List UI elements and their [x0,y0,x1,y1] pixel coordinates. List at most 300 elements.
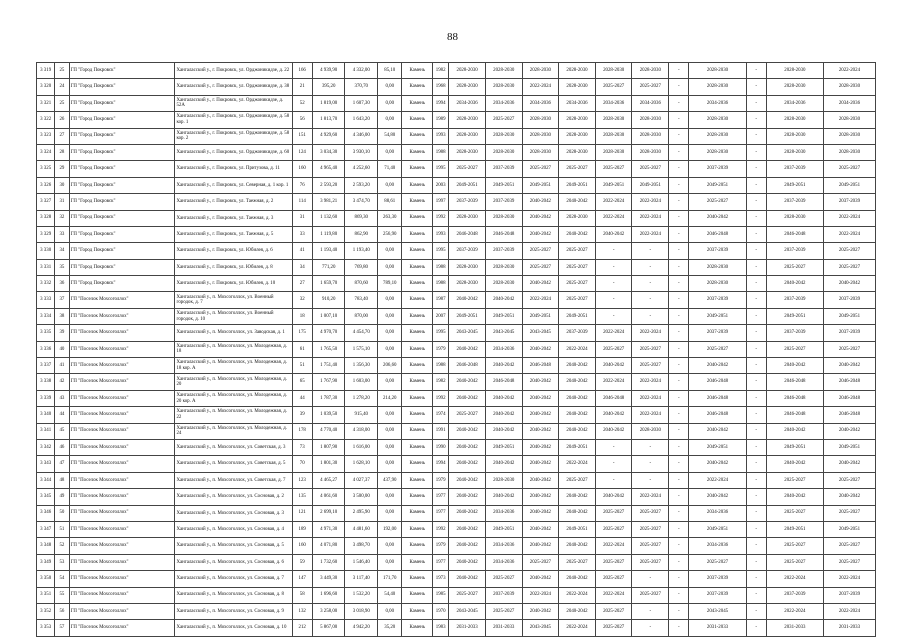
table-cell: 2025-2027 [595,571,632,587]
table-cell: 2049-2051 [689,177,746,193]
table-cell: - [669,358,689,374]
table-cell: 2037-2039 [823,325,875,341]
table-cell: 2049-2051 [766,521,823,537]
table-cell: Хангаласский у., п. Мохсоголлох, ул. Советская, д. 3 [175,439,292,455]
table-cell: 4 318,00 [345,423,378,439]
table-cell: 2028-2030 [689,276,746,292]
table-cell: Камень [402,243,433,259]
table-cell: - [669,79,689,95]
table-cell: 2037-2039 [485,587,522,603]
table-cell: Камень [402,194,433,210]
table-cell: - [746,341,766,357]
table-cell: 39 [292,407,312,423]
table-cell: 2028-2030 [449,128,486,144]
table-cell: - [595,456,632,472]
table-cell: Хангаласский у., п. Мохсоголлох, ул. Сосновая, д. 2 [175,489,292,505]
table-cell: - [746,505,766,521]
table-cell: 59 [292,554,312,570]
table-cell: 2028-2030 [689,128,746,144]
table-cell: 18 [292,308,312,324]
table-cell: 2049-2051 [485,177,522,193]
table-cell: 1 532,20 [345,587,378,603]
table-cell: 2037-2039 [766,292,823,308]
table-cell: 2040-2042 [559,603,596,619]
table-cell: 2049-2051 [823,177,875,193]
table-cell: 1968 [433,79,449,95]
table-cell: 1994 [433,95,449,111]
table-cell: 2040-2042 [449,521,486,537]
table-row [37,423,876,439]
table-cell: 3 500,00 [345,489,378,505]
table-cell: 2031-2033 [485,620,522,636]
table-cell: 2046-2048 [449,358,486,374]
table-cell: 2028-2030 [632,128,669,144]
table-cell: - [746,210,766,226]
table-cell: 24 [55,79,69,95]
table-cell: 2040-2042 [823,456,875,472]
table-cell: 2028-2030 [689,79,746,95]
table-cell: 3 337 [37,358,55,374]
table-cell: 2040-2042 [559,374,596,390]
table-cell: 2037-2039 [449,194,486,210]
table-cell: Хангаласский у., п. Мохсоголлох, ул. Заводская, д. 1 [175,325,292,341]
table-row [37,144,876,160]
table-cell: - [632,620,669,636]
table-cell: 44 [55,407,69,423]
table-row [37,620,876,636]
table-cell: 0,00 [378,259,402,275]
table-cell: - [632,308,669,324]
table-row [37,161,876,177]
table-cell: 2034-2036 [595,95,632,111]
table-cell: - [632,439,669,455]
table-cell: 34 [292,259,312,275]
table-cell: 2022-2024 [823,210,875,226]
table-cell: 2025-2027 [766,554,823,570]
table-cell: 2028-2030 [449,144,486,160]
table-cell: 2025-2027 [766,472,823,488]
table-cell: 0,00 [378,407,402,423]
table-cell: 2049-2051 [766,308,823,324]
table-cell: - [669,226,689,242]
table-cell: 2025-2027 [689,194,746,210]
table-cell: 21 [292,79,312,95]
table-cell: - [746,439,766,455]
table-cell: ГП "Поселок Мохсоголлох" [69,341,175,357]
table-cell: - [669,407,689,423]
table-cell: 862,90 [345,226,378,242]
table-cell: 2028-2030 [485,144,522,160]
table-cell: 2049-2051 [559,521,596,537]
table-cell: - [669,554,689,570]
table-cell: 56 [55,603,69,619]
table-cell: 1 603,00 [345,374,378,390]
table-cell: Камень [402,538,433,554]
table-cell: 2028-2030 [449,79,486,95]
table-cell: 3 474,70 [345,194,378,210]
table-cell: 2040-2042 [823,489,875,505]
table-cell: 1995 [433,325,449,341]
table-cell: 2025-2027 [485,571,522,587]
table-cell: ГП "Город Покровск" [69,194,175,210]
table-cell: 47 [55,456,69,472]
table-cell: 2028-2030 [595,128,632,144]
table-cell: - [746,79,766,95]
table-cell: 2040-2042 [485,489,522,505]
table-cell: 212 [292,620,312,636]
table-cell: 2040-2042 [595,358,632,374]
table-cell: 2040-2042 [766,489,823,505]
table-cell: 1 801,30 [312,456,345,472]
table-cell: Камень [402,63,433,79]
table-cell: 2007 [433,308,449,324]
table-cell: 2040-2042 [449,472,486,488]
table-cell: Камень [402,423,433,439]
table-cell: ГП "Поселок Мохсоголлох" [69,505,175,521]
table-cell: 1 007,10 [312,308,345,324]
table-cell: 135 [292,489,312,505]
table-cell: 4 770,40 [312,423,345,439]
table-cell: - [669,472,689,488]
table-row [37,95,876,111]
table-cell: 2025-2027 [522,243,559,259]
table-cell: - [669,374,689,390]
table-cell: 2043-2045 [485,325,522,341]
table-cell: 50 [55,505,69,521]
table-cell: 51 [292,358,312,374]
table-cell: 114 [292,194,312,210]
table-cell: 2040-2042 [522,341,559,357]
table-cell: 2040-2042 [449,538,486,554]
table-cell: ГП "Поселок Мохсоголлох" [69,538,175,554]
table-cell: 2037-2039 [689,161,746,177]
table-cell: - [669,259,689,275]
table-cell: 263,30 [378,210,402,226]
table-cell: 2028-2030 [485,79,522,95]
table-cell: ГП "Поселок Мохсоголлох" [69,620,175,636]
table-cell: Хангаласский у., п. Мохсоголлох, ул. Молодежная, д. 20 кор. А [175,390,292,406]
table-cell: 2034-2036 [449,95,486,111]
table-cell: ГП "Поселок Мохсоголлох" [69,554,175,570]
table-cell: 2022-2024 [595,210,632,226]
table-cell: ГП "Город Покровск" [69,128,175,144]
table-cell: - [632,456,669,472]
table-cell: 2040-2042 [522,538,559,554]
table-cell: 256,90 [378,226,402,242]
table-cell: 2025-2027 [559,472,596,488]
table-cell: 2025-2027 [823,538,875,554]
table-cell: 2022-2024 [522,292,559,308]
table-cell: 1 751,40 [312,358,345,374]
table-cell: 2049-2051 [823,439,875,455]
table-cell: 2022-2024 [559,456,596,472]
table-cell: 1992 [433,390,449,406]
table-cell: 27 [292,276,312,292]
table-cell: 2025-2027 [449,587,486,603]
table-cell: 2049-2051 [522,308,559,324]
table-cell: 2040-2042 [522,472,559,488]
table-cell: ГП "Поселок Мохсоголлох" [69,456,175,472]
table-row [37,374,876,390]
table-cell: Хангаласский у., г. Покровск, ул. Юбилея, д. 10 [175,276,292,292]
table-cell: 3 351 [37,587,55,603]
table-cell: 2031-2033 [766,620,823,636]
table-cell: 160 [292,538,312,554]
table-cell: 3 930,10 [345,144,378,160]
table-cell: 2046-2048 [522,358,559,374]
table-cell: 2028-2030 [449,259,486,275]
table-row [37,554,876,570]
table-cell: 2037-2039 [559,325,596,341]
table-cell: 40 [55,341,69,357]
table-cell: 2034-2036 [522,95,559,111]
table-cell: - [669,276,689,292]
table-cell: 49 [55,489,69,505]
table-cell: 2034-2036 [689,95,746,111]
table-cell: 2028-2030 [823,144,875,160]
table-cell: 2034-2036 [485,95,522,111]
table-cell: 2025-2027 [559,161,596,177]
table-cell: 1 807,90 [312,439,345,455]
table-cell: 2049-2051 [559,308,596,324]
table-cell: 1979 [433,538,449,554]
table-cell: - [746,358,766,374]
table-cell: 3 034,30 [312,144,345,160]
table-cell: Хангаласский у., г. Покровск, ул. Орджоникидзе, д. 38 [175,79,292,95]
table-cell: Хангаласский у., п. Мохсоголлох, ул. Сосновая, д. 6 [175,554,292,570]
table-cell: 2025-2027 [766,538,823,554]
table-cell: 0,00 [378,325,402,341]
table-cell: Камень [402,325,433,341]
table-cell: 1992 [433,210,449,226]
table-cell: 1997 [433,194,449,210]
table-cell: 2049-2051 [766,439,823,455]
table-cell: 1977 [433,505,449,521]
table-cell: 2025-2027 [632,79,669,95]
table-cell: 1 356,30 [345,358,378,374]
table-cell: 2040-2042 [522,276,559,292]
table-cell: 2040-2042 [522,407,559,423]
table-cell: 192,00 [378,521,402,537]
table-row [37,177,876,193]
table-cell: 2043-2045 [449,325,486,341]
table-cell: 45 [55,423,69,439]
table-cell: 2034-2036 [689,505,746,521]
page-number: 88 [447,31,458,43]
table-cell: 2040-2042 [449,489,486,505]
table-cell: 2037-2039 [823,292,875,308]
table-cell: 2037-2039 [766,194,823,210]
table-cell: 4 346,00 [345,128,378,144]
table-cell: 870,60 [345,276,378,292]
table-cell: 5 867,00 [312,620,345,636]
table-cell: Камень [402,128,433,144]
table-cell: 1991 [433,423,449,439]
table-cell: 2025-2027 [559,243,596,259]
table-cell: 3 319 [37,63,55,79]
table-cell: 0,00 [378,439,402,455]
table-cell: Камень [402,390,433,406]
table-cell: 0,00 [378,505,402,521]
table-cell: 29 [55,161,69,177]
table-cell: 2034-2036 [485,554,522,570]
table-cell: 2028-2030 [522,112,559,128]
table-cell: 2028-2030 [689,144,746,160]
table-cell: Хангаласский у., п. Мохсоголлох, ул. Молодежная, д. 20 [175,374,292,390]
table-cell: 2040-2042 [823,276,875,292]
table-cell: 3 333 [37,292,55,308]
table-cell: 2025-2027 [823,341,875,357]
table-cell: 1977 [433,489,449,505]
table-cell: 2025-2027 [632,554,669,570]
table-cell: 1982 [433,374,449,390]
table-cell: 48 [55,472,69,488]
table-cell: 2022-2024 [689,472,746,488]
table-cell: 3 449,30 [312,571,345,587]
table-cell: - [746,276,766,292]
table-cell: 1 696,60 [312,587,345,603]
table-cell: 2040-2042 [595,489,632,505]
table-cell: 2025-2027 [766,341,823,357]
table-cell: 2037-2039 [823,194,875,210]
table-cell: 2034-2036 [485,538,522,554]
table-cell: 2028-2030 [823,79,875,95]
table-row [37,259,876,275]
table-cell: ГП "Город Покровск" [69,144,175,160]
table-cell: 1988 [433,276,449,292]
table-cell: 1 659,70 [312,276,345,292]
table-cell: 58 [292,587,312,603]
table-cell: ГП "Город Покровск" [69,210,175,226]
table-cell: 2040-2042 [559,505,596,521]
table-cell: 4 942,20 [345,620,378,636]
table-cell: Камень [402,505,433,521]
table-cell: 2028-2030 [766,79,823,95]
table-cell: 2028-2030 [689,63,746,79]
table-cell: 3 335 [37,325,55,341]
table-cell: 2028-2030 [766,128,823,144]
table-cell: - [632,571,669,587]
table-cell: 2022-2024 [595,538,632,554]
table-cell: - [632,276,669,292]
table-cell: ГП "Поселок Мохсоголлох" [69,325,175,341]
table-cell: 88,61 [378,194,402,210]
table-cell: - [669,128,689,144]
table-cell: 4 939,90 [312,63,345,79]
table-cell: 3 117,40 [345,571,378,587]
table-cell: 2049-2051 [522,177,559,193]
table-cell: Камень [402,603,433,619]
table-cell: 2040-2042 [449,571,486,587]
table-cell: 37 [55,292,69,308]
table-cell: Хангаласский у., г. Покровск, ул. Орджоникидзе, д. 58 кор. 2 [175,128,292,144]
table-cell: 2040-2042 [689,489,746,505]
table-cell: 2040-2042 [522,456,559,472]
table-cell: 41 [292,243,312,259]
table-cell: Камень [402,472,433,488]
table-cell: 0,00 [378,374,402,390]
table-cell: - [595,259,632,275]
table-cell: 2037-2039 [485,194,522,210]
table-cell: 2049-2051 [689,521,746,537]
table-cell: ГП "Город Покровск" [69,79,175,95]
table-cell: Хангаласский у., г. Покровск, ул. Таежная, д. 3 [175,210,292,226]
table-cell: 2040-2042 [485,456,522,472]
table-cell: Камень [402,341,433,357]
table-cell: - [669,177,689,193]
table-cell: 2043-2045 [689,603,746,619]
table-cell: 166 [292,63,312,79]
table-cell: - [746,308,766,324]
table-cell: 2040-2042 [449,292,486,308]
table-cell: 1 819,00 [312,95,345,111]
table-cell: 2040-2042 [522,194,559,210]
table-cell: 2028-2030 [449,210,486,226]
table-row [37,308,876,324]
table-cell: 54,80 [378,128,402,144]
table-cell: 3 325 [37,161,55,177]
table-cell: Хангаласский у., п. Мохсоголлох, ул. Молодежная, д. 18 кор. А [175,358,292,374]
table-cell: 1979 [433,341,449,357]
table-cell: 1 732,60 [312,554,345,570]
table-cell: 2025-2027 [632,505,669,521]
table-cell: 71,40 [378,161,402,177]
table-cell: 33 [55,226,69,242]
table-cell: 4 970,70 [312,325,345,341]
table-cell: 2040-2042 [522,603,559,619]
table-cell: - [669,603,689,619]
table-cell: ГП "Город Покровск" [69,259,175,275]
table-cell: Хангаласский у., п. Мохсоголлох, ул. Молодежная, д. 22 [175,407,292,423]
table-cell: 55 [55,587,69,603]
table-cell: - [669,95,689,111]
table-cell: 2025-2027 [595,79,632,95]
table-cell: 2028-2030 [595,112,632,128]
table-cell: Хангаласский у., г. Покровск, ул. Орджоникидзе, д. 22 [175,63,292,79]
table-cell: 2037-2039 [766,325,823,341]
table-cell: - [746,194,766,210]
table-cell: Камень [402,112,433,128]
table-cell: - [595,472,632,488]
table-cell: 2022-2024 [595,587,632,603]
table-cell: 2025-2027 [595,603,632,619]
table-cell: 0,00 [378,554,402,570]
table-cell: 2040-2042 [522,571,559,587]
table-row [37,538,876,554]
table-cell: 3 346 [37,505,55,521]
table-row [37,63,876,79]
table-cell: 2028-2030 [449,112,486,128]
table-cell: 3 330 [37,243,55,259]
table-cell: 2034-2036 [689,538,746,554]
table-cell: Камень [402,79,433,95]
table-cell: Камень [402,554,433,570]
table-cell: 2040-2042 [689,423,746,439]
table-cell: - [669,144,689,160]
table-cell: 2022-2024 [522,79,559,95]
table-cell: 3 343 [37,456,55,472]
table-cell: 28 [55,144,69,160]
table-cell: 43 [55,390,69,406]
table-cell: 2037-2039 [766,243,823,259]
table-cell: 2034-2036 [559,95,596,111]
table-cell: 2040-2042 [449,341,486,357]
table-cell: - [669,63,689,79]
table-cell: 61 [292,341,312,357]
table-cell: 2049-2051 [485,521,522,537]
table-cell: 44 [292,390,312,406]
table-cell: 2037-2039 [689,243,746,259]
